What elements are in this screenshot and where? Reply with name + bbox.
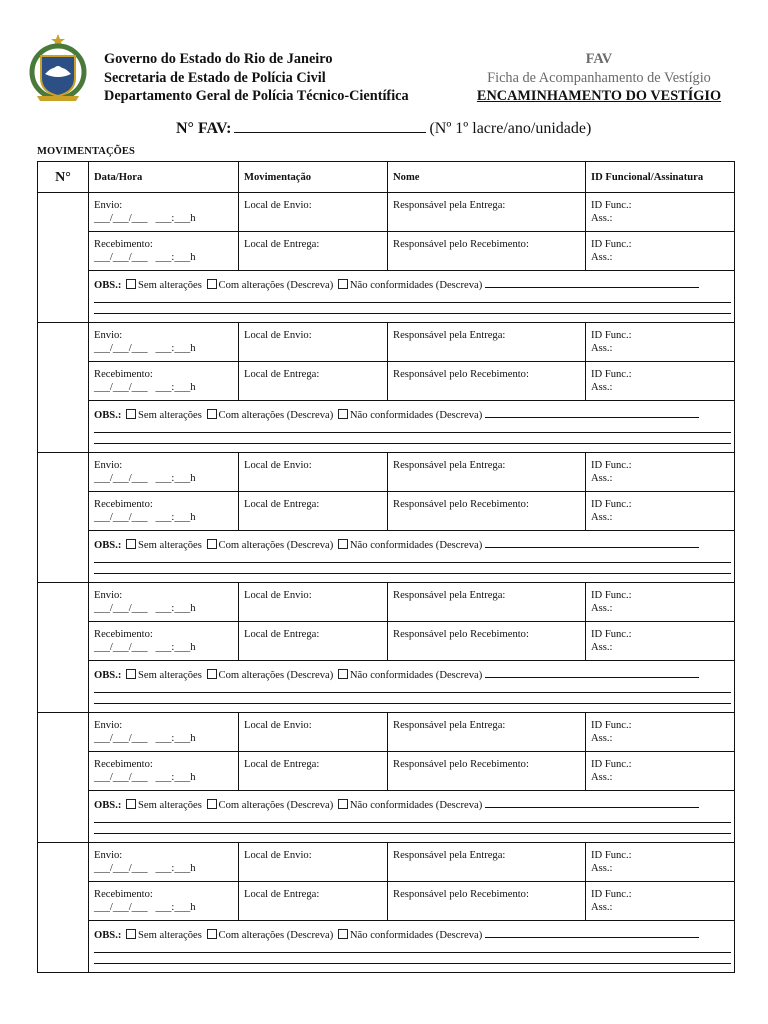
obs-cell[interactable] [89, 791, 735, 843]
obs-blank-line[interactable] [94, 552, 731, 563]
signature-label: Ass.: [591, 473, 613, 484]
send-datetime-cell[interactable] [89, 713, 239, 752]
movement-receive-row [38, 492, 735, 531]
obs-options [94, 667, 729, 682]
delivery-location-label: Local de Entrega: [244, 889, 320, 900]
option-with-changes: Com alterações (Descreva) [218, 930, 334, 941]
header-line-government: Governo do Estado do Rio de Janeiro [104, 51, 333, 67]
movement-obs-row [38, 271, 735, 323]
send-id-cell[interactable] [586, 843, 735, 882]
obs-blank-line[interactable] [94, 563, 731, 574]
send-id-cell[interactable] [586, 713, 735, 752]
obs-label: OBS.: [94, 540, 122, 551]
obs-blank-line[interactable] [94, 693, 731, 704]
movement-send-row [38, 453, 735, 492]
receive-datetime-cell[interactable] [89, 362, 239, 401]
signature-label: Ass.: [591, 733, 613, 744]
receive-label: Recebimento: [94, 629, 153, 640]
signature-label: Ass.: [591, 772, 613, 783]
id-func-label: ID Func.: [591, 499, 632, 510]
fav-number-hint: (Nº 1º lacre/ano/unidade) [429, 120, 592, 137]
send-location-label: Local de Envio: [244, 330, 312, 341]
receive-id-cell[interactable] [586, 882, 735, 921]
option-no-changes: Sem alterações [138, 410, 202, 421]
receive-id-cell[interactable] [586, 232, 735, 271]
receipt-responsible-label: Responsável pelo Recebimento: [393, 629, 529, 640]
obs-blank-line[interactable] [94, 303, 731, 314]
id-func-label: ID Func.: [591, 239, 632, 250]
checkbox-no-changes[interactable] [126, 539, 136, 549]
obs-blank-line[interactable] [94, 433, 731, 444]
checkbox-with-changes[interactable] [207, 539, 217, 549]
receive-date-blank: ___/___/___ ___:___h [94, 642, 196, 653]
movement-obs-row [38, 401, 735, 453]
obs-blank-line[interactable] [485, 667, 699, 678]
delivery-location-cell[interactable] [239, 622, 388, 661]
send-date-blank: ___/___/___ ___:___h [94, 473, 196, 484]
receipt-responsible-cell[interactable] [388, 622, 586, 661]
movement-obs-row [38, 791, 735, 843]
rio-de-janeiro-coat-of-arms-icon [27, 32, 89, 104]
option-no-changes: Sem alterações [138, 280, 202, 291]
form-subtitle: Ficha de Acompanhamento de Vestígio [487, 69, 711, 86]
movements-table [37, 161, 735, 973]
obs-options [94, 797, 729, 812]
receipt-responsible-label: Responsável pelo Recebimento: [393, 369, 529, 380]
checkbox-nonconformities[interactable] [338, 929, 348, 939]
movement-obs-row [38, 921, 735, 973]
delivery-location-cell[interactable] [239, 492, 388, 531]
obs-options [94, 927, 729, 942]
receive-datetime-cell[interactable] [89, 232, 239, 271]
checkbox-with-changes[interactable] [207, 279, 217, 289]
id-func-label: ID Func.: [591, 629, 632, 640]
obs-label: OBS.: [94, 280, 122, 291]
obs-options [94, 537, 729, 552]
obs-blank-line[interactable] [485, 407, 699, 418]
delivery-responsible-label: Responsável pela Entrega: [393, 590, 506, 601]
receive-id-cell[interactable] [586, 752, 735, 791]
id-func-label: ID Func.: [591, 590, 632, 601]
send-date-blank: ___/___/___ ___:___h [94, 343, 196, 354]
movement-number-cell[interactable] [38, 323, 89, 453]
column-header-movement: Movimentação [239, 162, 388, 193]
checkbox-with-changes[interactable] [207, 669, 217, 679]
column-header-datetime: Data/Hora [89, 162, 239, 193]
send-datetime-cell[interactable] [89, 843, 239, 882]
form-code: FAV [585, 51, 613, 67]
movement-send-row [38, 713, 735, 752]
receive-datetime-cell[interactable] [89, 492, 239, 531]
obs-blank-line[interactable] [485, 927, 699, 938]
send-datetime-cell[interactable] [89, 323, 239, 362]
send-date-blank: ___/___/___ ___:___h [94, 603, 196, 614]
checkbox-with-changes[interactable] [207, 929, 217, 939]
id-func-label: ID Func.: [591, 889, 632, 900]
obs-cell[interactable] [89, 401, 735, 453]
movement-receive-row [38, 622, 735, 661]
option-with-changes: Com alterações (Descreva) [218, 280, 334, 291]
send-datetime-cell[interactable] [89, 583, 239, 622]
movement-send-row [38, 193, 735, 232]
send-date-blank: ___/___/___ ___:___h [94, 863, 196, 874]
send-location-label: Local de Envio: [244, 720, 312, 731]
receive-date-blank: ___/___/___ ___:___h [94, 772, 196, 783]
signature-label: Ass.: [591, 343, 613, 354]
delivery-responsible-cell[interactable] [388, 843, 586, 882]
movement-number-cell[interactable] [38, 583, 89, 713]
movement-number-cell[interactable] [38, 843, 89, 973]
send-id-cell[interactable] [586, 583, 735, 622]
receive-label: Recebimento: [94, 499, 153, 510]
delivery-location-label: Local de Entrega: [244, 239, 320, 250]
obs-blank-line[interactable] [94, 942, 731, 953]
delivery-responsible-cell[interactable] [388, 453, 586, 492]
movement-send-row [38, 323, 735, 362]
receive-label: Recebimento: [94, 369, 153, 380]
send-location-cell[interactable] [239, 583, 388, 622]
receive-date-blank: ___/___/___ ___:___h [94, 902, 196, 913]
checkbox-no-changes[interactable] [126, 409, 136, 419]
obs-label: OBS.: [94, 800, 122, 811]
checkbox-nonconformities[interactable] [338, 279, 348, 289]
obs-blank-line[interactable] [94, 422, 731, 433]
send-location-label: Local de Envio: [244, 590, 312, 601]
receive-datetime-cell[interactable] [89, 752, 239, 791]
option-nonconformities: Não conformidades (Descreva) [349, 280, 483, 291]
signature-label: Ass.: [591, 213, 613, 224]
id-func-label: ID Func.: [591, 759, 632, 770]
id-func-label: ID Func.: [591, 369, 632, 380]
receive-id-cell[interactable] [586, 622, 735, 661]
receipt-responsible-label: Responsável pelo Recebimento: [393, 499, 529, 510]
delivery-location-cell[interactable] [239, 882, 388, 921]
signature-label: Ass.: [591, 863, 613, 874]
movement-send-row [38, 583, 735, 622]
delivery-responsible-cell[interactable] [388, 323, 586, 362]
send-date-blank: ___/___/___ ___:___h [94, 213, 196, 224]
send-date-blank: ___/___/___ ___:___h [94, 733, 196, 744]
delivery-responsible-label: Responsável pela Entrega: [393, 850, 506, 861]
send-label: Envio: [94, 850, 123, 861]
send-label: Envio: [94, 720, 123, 731]
receive-date-blank: ___/___/___ ___:___h [94, 512, 196, 523]
receive-datetime-cell[interactable] [89, 622, 239, 661]
delivery-responsible-label: Responsável pela Entrega: [393, 460, 506, 471]
obs-blank-line[interactable] [94, 812, 731, 823]
column-header-name: Nome [388, 162, 586, 193]
send-id-cell[interactable] [586, 323, 735, 362]
movement-receive-row [38, 362, 735, 401]
movement-number-cell[interactable] [38, 713, 89, 843]
option-with-changes: Com alterações (Descreva) [218, 410, 334, 421]
column-header-id-signature: ID Funcional/Assinatura [586, 162, 735, 193]
signature-label: Ass.: [591, 382, 613, 393]
receipt-responsible-label: Responsável pelo Recebimento: [393, 239, 529, 250]
send-location-label: Local de Envio: [244, 460, 312, 471]
send-location-cell[interactable] [239, 323, 388, 362]
obs-cell[interactable] [89, 661, 735, 713]
movement-obs-row [38, 531, 735, 583]
delivery-responsible-label: Responsável pela Entrega: [393, 330, 506, 341]
send-label: Envio: [94, 330, 123, 341]
header-line-secretariat: Secretaria de Estado de Polícia Civil [104, 69, 326, 86]
delivery-location-label: Local de Entrega: [244, 499, 320, 510]
option-no-changes: Sem alterações [138, 800, 202, 811]
delivery-responsible-label: Responsável pela Entrega: [393, 720, 506, 731]
send-location-cell[interactable] [239, 453, 388, 492]
send-location-label: Local de Envio: [244, 200, 312, 211]
send-location-cell[interactable] [239, 713, 388, 752]
option-nonconformities: Não conformidades (Descreva) [349, 540, 483, 551]
receipt-responsible-cell[interactable] [388, 232, 586, 271]
column-header-number: N° [38, 162, 89, 193]
checkbox-no-changes[interactable] [126, 929, 136, 939]
obs-blank-line[interactable] [94, 682, 731, 693]
send-label: Envio: [94, 200, 123, 211]
obs-options [94, 277, 729, 292]
receive-label: Recebimento: [94, 239, 153, 250]
option-no-changes: Sem alterações [138, 670, 202, 681]
checkbox-with-changes[interactable] [207, 409, 217, 419]
checkbox-no-changes[interactable] [126, 799, 136, 809]
id-func-label: ID Func.: [591, 850, 632, 861]
signature-label: Ass.: [591, 642, 613, 653]
obs-blank-line[interactable] [94, 292, 731, 303]
receive-datetime-cell[interactable] [89, 882, 239, 921]
obs-cell[interactable] [89, 921, 735, 973]
receipt-responsible-cell[interactable] [388, 752, 586, 791]
checkbox-with-changes[interactable] [207, 799, 217, 809]
movement-receive-row [38, 752, 735, 791]
id-func-label: ID Func.: [591, 330, 632, 341]
option-no-changes: Sem alterações [138, 930, 202, 941]
obs-label: OBS.: [94, 410, 122, 421]
receive-date-blank: ___/___/___ ___:___h [94, 252, 196, 263]
fav-number-blank[interactable] [234, 118, 426, 133]
obs-blank-line[interactable] [485, 537, 699, 548]
delivery-location-cell[interactable] [239, 752, 388, 791]
movement-number-cell[interactable] [38, 193, 89, 323]
section-title: MOVIMENTAÇÕES [37, 146, 135, 157]
option-nonconformities: Não conformidades (Descreva) [349, 410, 483, 421]
checkbox-no-changes[interactable] [126, 669, 136, 679]
id-func-label: ID Func.: [591, 720, 632, 731]
obs-cell[interactable] [89, 531, 735, 583]
checkbox-nonconformities[interactable] [338, 539, 348, 549]
receipt-responsible-label: Responsável pelo Recebimento: [393, 759, 529, 770]
fav-number-label: N° FAV: [176, 120, 232, 137]
delivery-responsible-label: Responsável pela Entrega: [393, 200, 506, 211]
send-label: Envio: [94, 590, 123, 601]
movement-receive-row [38, 232, 735, 271]
signature-label: Ass.: [591, 902, 613, 913]
option-with-changes: Com alterações (Descreva) [218, 540, 334, 551]
id-func-label: ID Func.: [591, 200, 632, 211]
delivery-location-label: Local de Entrega: [244, 369, 320, 380]
movement-receive-row [38, 882, 735, 921]
checkbox-nonconformities[interactable] [338, 799, 348, 809]
receive-id-cell[interactable] [586, 362, 735, 401]
send-label: Envio: [94, 460, 123, 471]
option-no-changes: Sem alterações [138, 540, 202, 551]
send-location-label: Local de Envio: [244, 850, 312, 861]
option-nonconformities: Não conformidades (Descreva) [349, 670, 483, 681]
option-with-changes: Com alterações (Descreva) [218, 670, 334, 681]
checkbox-nonconformities[interactable] [338, 669, 348, 679]
obs-blank-line[interactable] [485, 797, 699, 808]
id-func-label: ID Func.: [591, 460, 632, 471]
movement-send-row [38, 843, 735, 882]
receipt-responsible-label: Responsável pelo Recebimento: [393, 889, 529, 900]
obs-cell[interactable] [89, 271, 735, 323]
send-id-cell[interactable] [586, 453, 735, 492]
obs-blank-line[interactable] [485, 277, 699, 288]
obs-blank-line[interactable] [94, 953, 731, 964]
send-datetime-cell[interactable] [89, 193, 239, 232]
movement-obs-row [38, 661, 735, 713]
receipt-responsible-cell[interactable] [388, 492, 586, 531]
header-line-department: Departamento Geral de Polícia Técnico-Científica [104, 88, 409, 105]
delivery-responsible-cell[interactable] [388, 193, 586, 232]
signature-label: Ass.: [591, 603, 613, 614]
movement-number-cell[interactable] [38, 453, 89, 583]
checkbox-no-changes[interactable] [126, 279, 136, 289]
send-id-cell[interactable] [586, 193, 735, 232]
delivery-location-label: Local de Entrega: [244, 629, 320, 640]
delivery-responsible-cell[interactable] [388, 713, 586, 752]
delivery-responsible-cell[interactable] [388, 583, 586, 622]
receive-label: Recebimento: [94, 759, 153, 770]
fav-number-field [176, 118, 591, 138]
obs-label: OBS.: [94, 670, 122, 681]
option-nonconformities: Não conformidades (Descreva) [349, 800, 483, 811]
send-location-cell[interactable] [239, 843, 388, 882]
delivery-location-cell[interactable] [239, 362, 388, 401]
table-header-row [38, 162, 735, 193]
checkbox-nonconformities[interactable] [338, 409, 348, 419]
obs-blank-line[interactable] [94, 823, 731, 834]
form-title: ENCAMINHAMENTO DO VESTÍGIO [476, 88, 722, 105]
receipt-responsible-cell[interactable] [388, 882, 586, 921]
option-nonconformities: Não conformidades (Descreva) [349, 930, 483, 941]
delivery-location-label: Local de Entrega: [244, 759, 320, 770]
obs-options [94, 407, 729, 422]
receive-label: Recebimento: [94, 889, 153, 900]
receive-id-cell[interactable] [586, 492, 735, 531]
option-with-changes: Com alterações (Descreva) [218, 800, 334, 811]
send-datetime-cell[interactable] [89, 453, 239, 492]
receive-date-blank: ___/___/___ ___:___h [94, 382, 196, 393]
obs-label: OBS.: [94, 930, 122, 941]
receipt-responsible-cell[interactable] [388, 362, 586, 401]
agency-header [104, 50, 409, 106]
delivery-location-cell[interactable] [239, 232, 388, 271]
send-location-cell[interactable] [239, 193, 388, 232]
form-title-block [462, 50, 736, 106]
signature-label: Ass.: [591, 512, 613, 523]
signature-label: Ass.: [591, 252, 613, 263]
